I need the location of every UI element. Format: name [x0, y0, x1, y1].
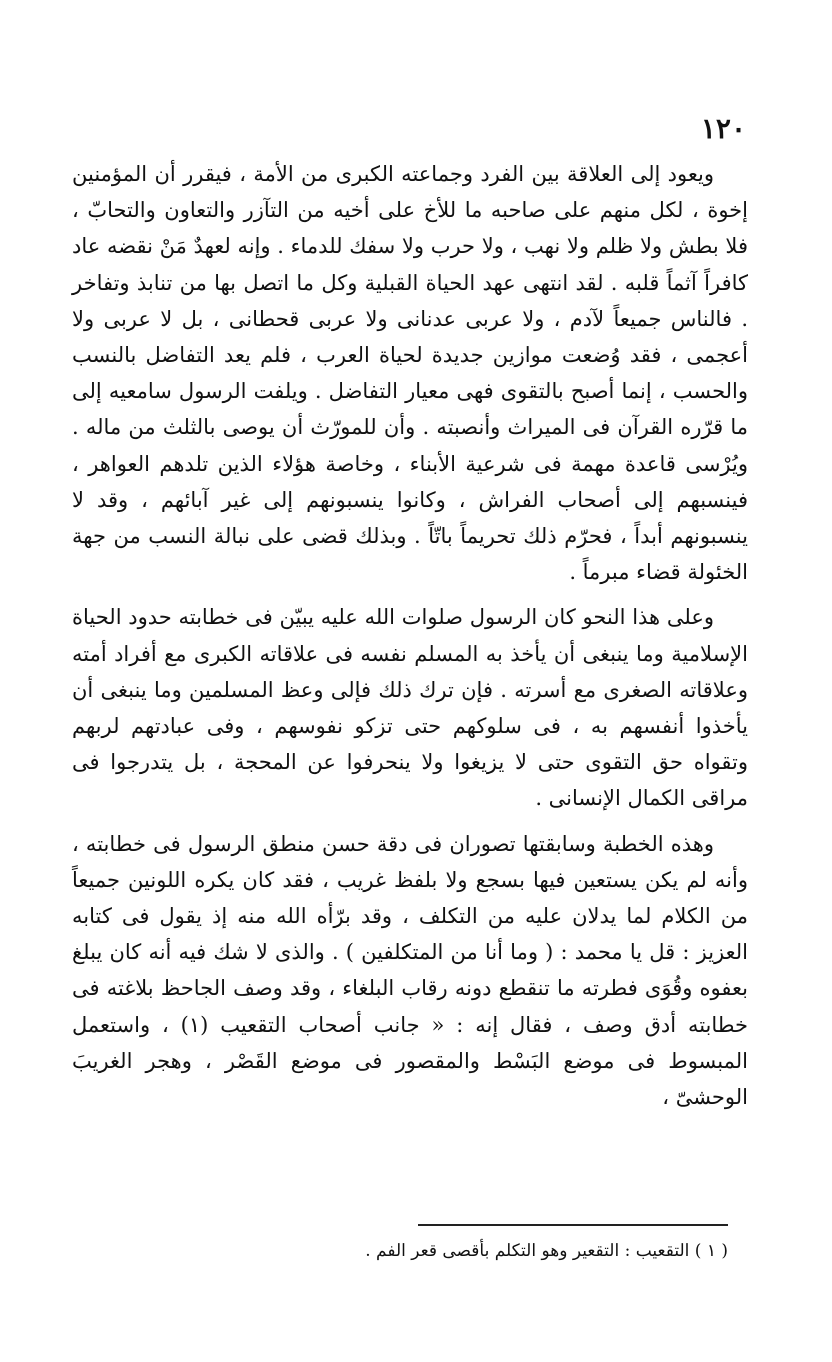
paragraph-2: وعلى هذا النحو كان الرسول صلوات الله عليه يبيّن فى خطابته حدود الحياة الإسلامية وما ينبغى أن يأخذ به المسلم نفسه فى علاقاته الكبرى مع أفراد أمته وعلاقاته الصغرى مع أسرته . فإن ترك ذلك فإلى وعظ المسلمين وما ينبغى أن يأخذوا أنفسهم به ، فى سلوكهم حتى تزكو نفوسهم ، وفى عبادتهم لربهم وتقواه حق التقوى حتى لا يزيغوا ولا ينحرفوا عن المحجة ، بل يتدرجوا فى مراقى الكمال الإنسانى . — [72, 605, 749, 811]
body-text — [72, 156, 748, 1124]
footnote: ( ١ ) التقعيب : التقعير وهو التكلم بأقصى قعر الفم . — [365, 1241, 728, 1261]
paragraph-3: وهذه الخطبة وسابقتها تصوران فى دقة حسن منطق الرسول فى خطابته ، وأنه لم يكن يستعين فيها بسجع ولا بلفظ غريب ، فقد كان يكره اللونين جميعاً من الكلام لما يدلان عليه من التكلف ، وقد برّأه الله منه إذ يقول فى كتابه العزيز : قل يا محمد : ( وما أنا من المتكلفين ) . والذى لا شك فيه أنه كان يبلغ بعفوه وقُوَى فطرته ما تنقطع دونه رقاب البلغاء ، وقد وصف الجاحظ بلاغته فى خطابته أدق وصف ، فقال إنه : « جانب أصحاب التقعيب (١) ، واستعمل المبسوط فى موضع البَسْط والمقصور فى موضع القَصْر ، وهجر الغريبَ الوحشىّ ، — [72, 831, 748, 1110]
paragraph-1: ويعود إلى العلاقة بين الفرد وجماعته الكبرى من الأمة ، فيقرر أن المؤمنين إخوة ، لكل منهم على صاحبه ما للأخ على أخيه من التآزر والتعاون والتحابّ ، فلا بطش ولا ظلم ولا نهب ، ولا حرب ولا سفك للدماء . وإنه لعهدٌ مَنْ نقضه عاد كافراً آثماً قلبه . لقد انتهى عهد الحياة القبلية وكل ما اتصل بها من تنابذ وتفاخر . فالناس جميعاً لآدم ، ولا عربى عدنانى ولا عربى قحطانى ، بل لا عربى ولا أعجمى ، فقد وُضعت موازين جديدة لحياة العرب ، فلم يعد التفاضل بالنسب والحسب ، إنما أصبح بالتقوى فهى معيار التفاضل . ويلفت الرسول سامعيه إلى ما قرّره القرآن فى الميراث وأنصبته . وأن للمورّث أن يوصى بالثلث من ماله . ويُرْسى قاعدة مهمة فى شرعية الأبناء ، وخاصة هؤلاء الذين تلدهم العواهر ، فينسبهم إلى أصحاب الفراش ، وكانوا ينسبونهم إلى غير آبائهم ، وقد لا ينسبونهم أبداً ، فحرّم ذلك تحريماً باتّاً . وبذلك قضى على نبالة النسب من جهة الخئولة قضاء مبرماً . — [72, 162, 748, 585]
page-number: ١٢٠ — [700, 112, 746, 145]
footnote-divider — [418, 1224, 728, 1226]
